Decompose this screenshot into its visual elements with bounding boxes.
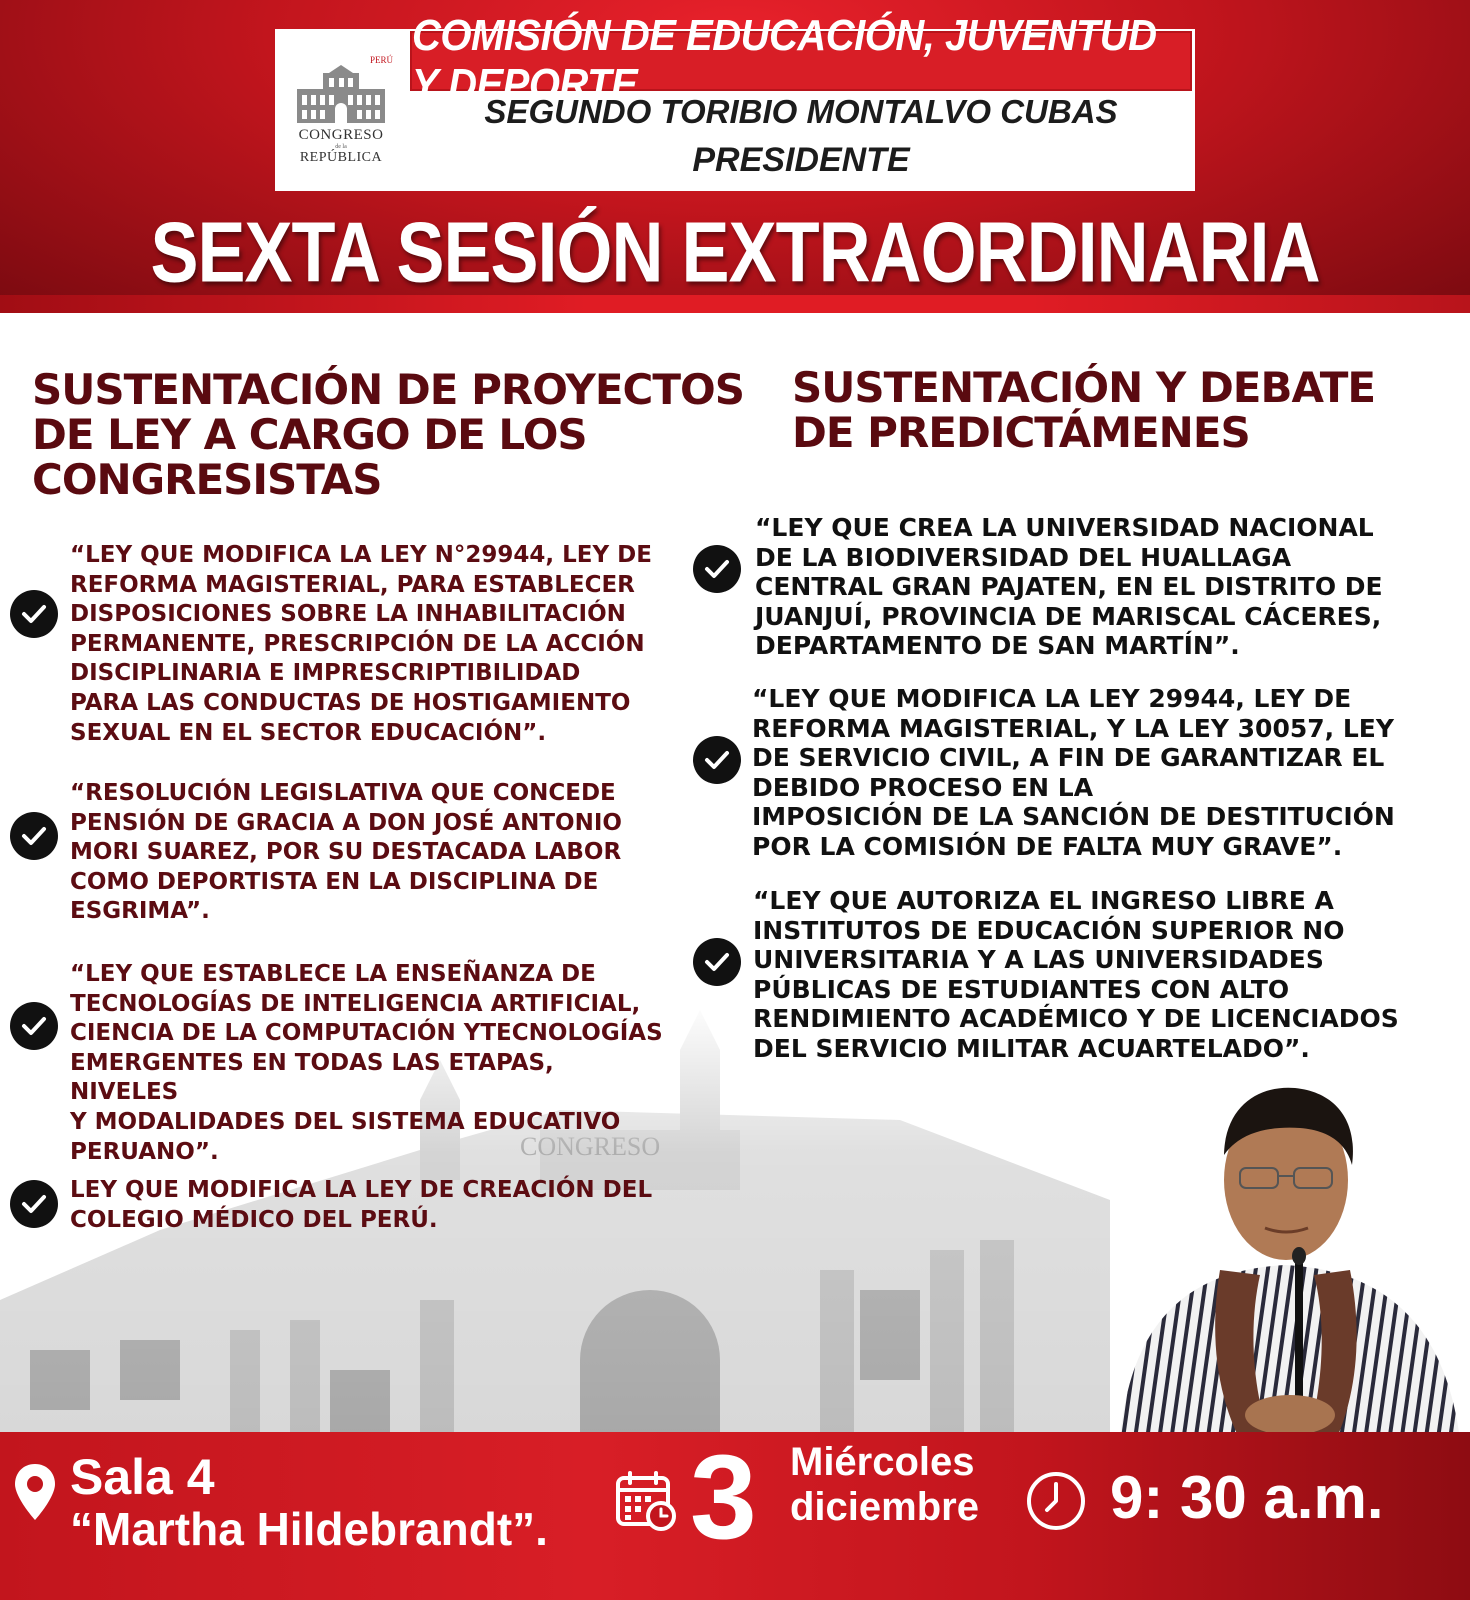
date-month: diciembre	[790, 1485, 979, 1529]
agenda-item-line: INSTITUTOS DE EDUCACIÓN SUPERIOR NO	[753, 915, 1345, 945]
president-photo	[1100, 1070, 1470, 1440]
agenda-item-line: UNIVERSITARIA Y A LAS UNIVERSIDADES	[753, 945, 1324, 975]
agenda-item	[70, 779, 670, 927]
date-day-number: 3	[690, 1430, 757, 1564]
agenda-item-line: LEY QUE MODIFICA LA LEY DE CREACIÓN DEL	[70, 1177, 653, 1203]
agenda-item	[755, 513, 1455, 661]
agenda-item	[753, 886, 1453, 1064]
agenda-item-line: PARA LAS CONDUCTAS DE HOSTIGAMIENTO	[70, 689, 631, 716]
agenda-item-line: DISPOSICIONES SOBRE LA INHABILITACIÓN	[70, 601, 626, 628]
room-number: Sala 4	[70, 1449, 215, 1505]
agenda-item-line: CIENCIA DE LA COMPUTACIÓN YTECNOLOGÍAS	[70, 1020, 663, 1047]
agenda-item-line: COLEGIO MÉDICO DEL PERÚ.	[70, 1206, 438, 1233]
congress-building-icon	[293, 65, 389, 125]
right-column-heading	[792, 365, 1432, 455]
commission-banner	[275, 12, 1195, 191]
agenda-item-line: DE SERVICIO CIVIL, A FIN DE GARANTIZAR EL	[752, 743, 1385, 773]
right-heading-line: DE PREDICTÁMENES	[792, 408, 1250, 457]
agenda-item-line: DEPARTAMENTO DE SAN MARTÍN”.	[755, 631, 1240, 661]
left-column-heading	[32, 367, 752, 502]
room-name: “Martha Hildebrandt”.	[70, 1503, 548, 1555]
check-icon	[10, 590, 58, 638]
agenda-item-line: PERUANO”.	[70, 1138, 219, 1165]
agenda-item-line: DEL SERVICIO MILITAR ACUARTELADO”.	[753, 1033, 1310, 1063]
agenda-item-line: DEBIDO PROCESO EN LA	[752, 772, 1094, 802]
agenda-item-line: PÚBLICAS DE ESTUDIANTES CON ALTO	[753, 974, 1290, 1004]
logo-text-republica: REPÚBLICA	[299, 149, 383, 165]
check-icon	[693, 545, 741, 593]
commission-title: COMISIÓN DE EDUCACIÓN, JUVENTUD Y DEPORTE	[412, 12, 1157, 109]
agenda-item-line: REFORMA MAGISTERIAL, Y LA LEY 30057, LEY	[752, 713, 1394, 743]
agenda-item-line: IMPOSICIÓN DE LA SANCIÓN DE DESTITUCIÓN	[752, 802, 1395, 832]
check-icon	[10, 1002, 58, 1050]
agenda-item-line: DISCIPLINARIA E IMPRESCRIPTIBILIDAD	[70, 660, 581, 687]
check-icon	[10, 1180, 58, 1228]
agenda-item	[752, 684, 1452, 862]
agenda-item-line: RENDIMIENTO ACADÉMICO Y DE LICENCIADOS	[753, 1004, 1399, 1034]
agenda-item-line: “LEY QUE CREA LA UNIVERSIDAD NACIONAL	[755, 513, 1374, 542]
logo-text-congreso: CONGRESO	[298, 126, 384, 143]
congreso-logo	[275, 29, 407, 191]
check-icon	[693, 736, 741, 784]
agenda-item-line: EMERGENTES EN TODAS LAS ETAPAS, NIVELES	[70, 1049, 554, 1106]
agenda-item-line: POR LA COMISIÓN DE FALTA MUY GRAVE”.	[752, 831, 1343, 861]
agenda-item-line: “RESOLUCIÓN LEGISLATIVA QUE CONCEDE	[70, 780, 616, 806]
agenda-item	[70, 1176, 670, 1235]
logo-country-label: PERÚ	[369, 54, 393, 65]
agenda-item-line: COMO DEPORTISTA EN LA DISCIPLINA DE	[70, 868, 599, 895]
president-role: PRESIDENTE	[692, 141, 910, 179]
session-title: SEXTA SESIÓN EXTRAORDINARIA	[150, 205, 1320, 301]
check-icon	[693, 938, 741, 986]
logo-text-dela: de la	[335, 143, 347, 150]
date-weekday: Miércoles	[790, 1440, 975, 1484]
clock-icon	[1025, 1470, 1087, 1532]
president-name: SEGUNDO TORIBIO MONTALVO CUBAS	[484, 93, 1118, 130]
agenda-item	[70, 541, 670, 748]
calendar-clock-icon	[615, 1470, 677, 1532]
agenda-item-line: CENTRAL GRAN PAJATEN, EN EL DISTRITO DE	[755, 572, 1383, 602]
agenda-item-line: TECNOLOGÍAS DE INTELIGENCIA ARTIFICIAL,	[70, 990, 641, 1017]
left-heading-line: SUSTENTACIÓN DE PROYECTOS	[32, 365, 744, 414]
agenda-item-line: JUANJUÍ, PROVINCIA DE MARISCAL CÁCERES,	[755, 601, 1382, 631]
agenda-item-line: SEXUAL EN EL SECTOR EDUCACIÓN”.	[70, 719, 547, 746]
check-icon	[10, 812, 58, 860]
agenda-item-line: “LEY QUE MODIFICA LA LEY 29944, LEY DE	[752, 684, 1352, 713]
agenda-item	[70, 960, 670, 1167]
agenda-item-line: “LEY QUE ESTABLECE LA ENSEÑANZA DE	[70, 961, 596, 987]
agenda-item-line: “LEY QUE MODIFICA LA LEY N°29944, LEY DE	[70, 542, 652, 568]
agenda-item-line: PENSIÓN DE GRACIA A DON JOSÉ ANTONIO	[70, 809, 622, 836]
left-heading-line: DE LEY A CARGO DE LOS	[32, 410, 587, 459]
agenda-item-line: PERMANENTE, PRESCRIPCIÓN DE LA ACCIÓN	[70, 630, 645, 657]
agenda-item-line: DE LA BIODIVERSIDAD DEL HUALLAGA	[755, 542, 1292, 572]
session-time: 9: 30 a.m.	[1110, 1464, 1384, 1531]
agenda-item-line: MORI SUAREZ, POR SU DESTACADA LABOR	[70, 839, 622, 866]
right-heading-line: SUSTENTACIÓN Y DEBATE	[792, 363, 1376, 412]
map-pin-icon	[12, 1462, 58, 1522]
agenda-item-line: REFORMA MAGISTERIAL, PARA ESTABLECER	[70, 571, 635, 598]
commission-title-bar	[410, 12, 1192, 109]
left-heading-line: CONGRESISTAS	[32, 455, 382, 504]
agenda-item-line: “LEY QUE AUTORIZA EL INGRESO LIBRE A	[753, 886, 1334, 915]
agenda-item-line: ESGRIMA”.	[70, 898, 210, 925]
agenda-item-line: Y MODALIDADES DEL SISTEMA EDUCATIVO	[70, 1108, 621, 1135]
